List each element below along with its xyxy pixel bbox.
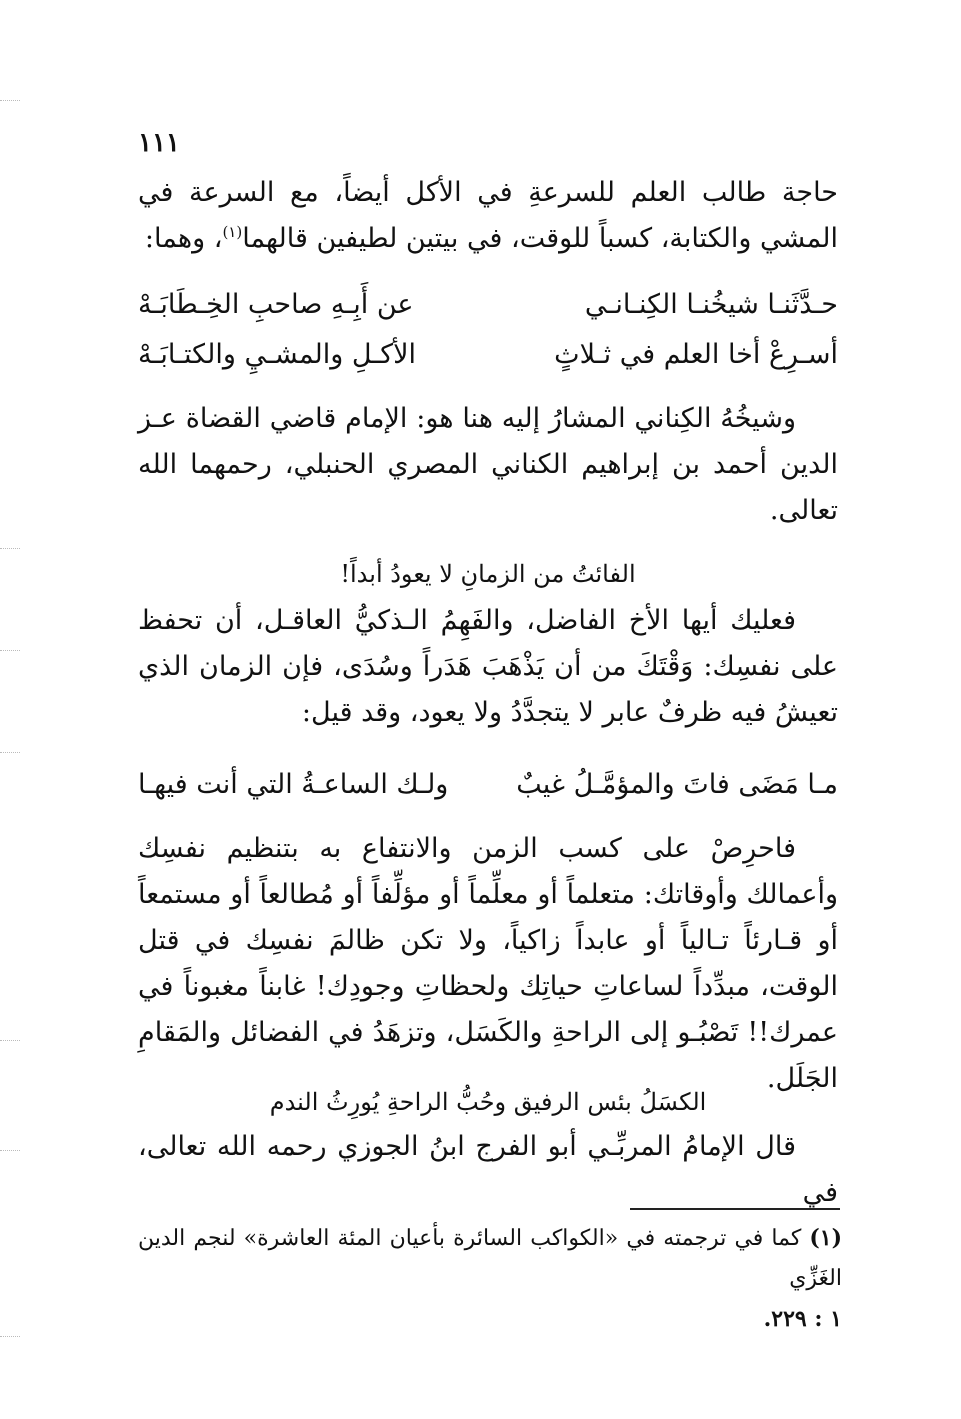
paragraph-1	[138, 170, 838, 262]
verse-line	[138, 760, 838, 810]
edge-mark	[0, 548, 20, 549]
verse-line	[138, 330, 838, 380]
verse-hemistich-right: حـدَّثَنـا شيخُنـا الكِنـانـي	[584, 289, 838, 320]
footnote	[138, 1218, 842, 1339]
section-heading-text: الكسَلُ بئس الرفيق وحُبُّ الراحةِ يُورِثُ الندم	[269, 1088, 707, 1116]
verse-hemistich-right: أسـرِعْ أخا العلم في ثـلاثٍ	[554, 339, 838, 370]
footnote-text: كما في ترجمته في «الكواكب السائرة بأعيان المئة العاشرة» لنجم الدين الغَزِّي	[138, 1226, 842, 1291]
paragraph-1-text: حاجة طالب العلم للسرعةِ في الأكل أيضاً، مع السرعة في المشي والكتابة، كسباً للوقت، في بيتين لطيفين قالهما	[138, 177, 838, 254]
section-heading-1	[138, 554, 838, 594]
paragraph-4-text: فاحرِصْ على كسب الزمن والانتفاع به بتنظيم نفسِك وأعمالك وأوقاتك: متعلماً أو معلِّماً أو مؤلِّفاً أو مُطالعاً أو مستمعاً أو قـارئاً تـالياً أو عابداً زاكياً، ولا تكن ظالمَ نفسِك في قتل الوقت، مبدِّداً لساعاتِ حياتِك ولحظاتِ وجودِك! غابناً مغبوناً في عمرك!! تَصْبُـو إلى الراحةِ والكَسَل، وتزهَدُ في الفضائل والمَقامِ الجَلَل.	[138, 833, 838, 1094]
footnote-reference: (١)	[222, 223, 243, 241]
verse-hemistich-left: ولـك الساعـةُ التي أنت فيهـا	[138, 769, 449, 800]
edge-mark	[0, 650, 20, 651]
verse-hemistich-left: عن أَبِـهِ صاحبِ الخِـطَابَـهْ	[138, 289, 414, 320]
paragraph-3	[138, 598, 838, 736]
verse-hemistich-left: الأكـلِ والمشـيِ والكتـابَـهْ	[138, 339, 417, 370]
paragraph-3-text: فعليك أيها الأخ الفاضل، والفَهِمُ الـذكيُّ العاقـل، أن تحفظ على نفسِك: وَقْتَكَ من أن يَذْهَبَ هَدَراً وسُدَى، فإن الزمان الذي تعيشُ فيه ظرفٌ عابر لا يتجدَّدُ ولا يعود، وقد قيل:	[138, 605, 838, 728]
edge-mark	[0, 1336, 20, 1337]
page-number: ١١١	[138, 128, 180, 158]
edge-mark	[0, 752, 20, 753]
section-heading-2	[138, 1082, 838, 1122]
edge-mark	[0, 100, 20, 101]
footnote-separator	[630, 1208, 840, 1210]
edge-mark	[0, 1040, 20, 1041]
paragraph-2-text: وشيخُهُ الكِناني المشارُ إليه هنا هو: الإمام قاضي القضاة عـز الدين أحمد بن إبراهيم الكناني المصري الحنبلي، رحمهما الله تعالى.	[138, 403, 838, 526]
verse-hemistich-right: مـا مَضَى فاتَ والمؤمَّـلُ غيبٌ	[516, 769, 838, 800]
paragraph-4	[138, 826, 838, 1102]
paragraph-5-text: قال الإمامُ المربِّـي أبو الفرج ابنُ الجوزي رحمه الله تعالى، في	[138, 1131, 838, 1208]
paragraph-2	[138, 396, 838, 534]
footnote-marker: (١)	[809, 1225, 842, 1251]
verse-block-1	[138, 280, 838, 380]
section-heading-text: الفائتُ من الزمانِ لا يعودُ أبداً!	[340, 560, 636, 588]
edge-mark	[0, 1150, 20, 1151]
verse-line	[138, 280, 838, 330]
paragraph-1-tail: ، وهما:	[144, 223, 223, 254]
footnote-citation: ١ : ٢٢٩.	[763, 1306, 842, 1332]
paragraph-5	[138, 1124, 838, 1216]
verse-block-2	[138, 760, 838, 810]
